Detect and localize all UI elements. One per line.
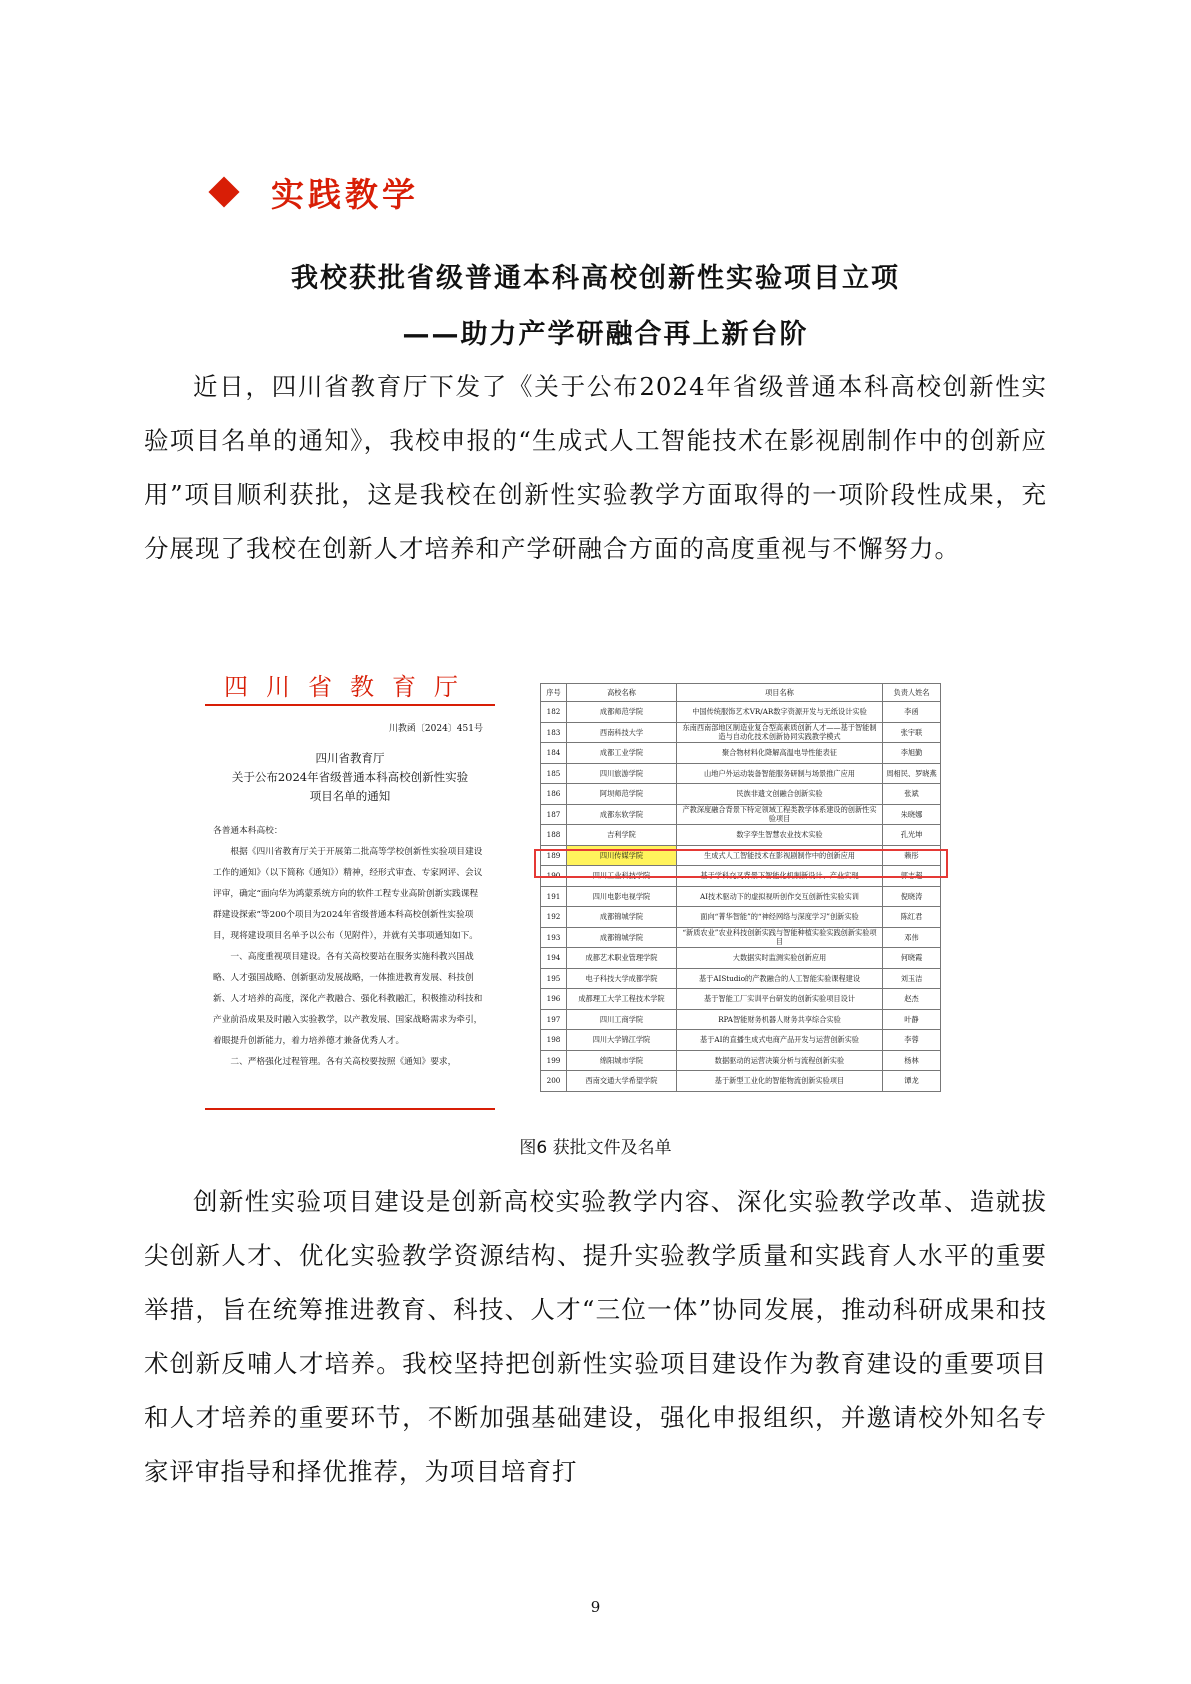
table-cell: 基于AI的直播生成式电商产品开发与运营创新实验: [677, 1030, 883, 1051]
table-cell: 196: [541, 989, 567, 1010]
table-cell: 187: [541, 804, 567, 825]
table-cell: 李旭勤: [883, 743, 941, 764]
table-cell: 面向“菁华智能”的“神经网络与深度学习”创新实验: [677, 907, 883, 928]
table-cell: 张宇联: [883, 722, 941, 743]
table-cell: 绵阳城市学院: [567, 1050, 677, 1071]
table-cell: 190: [541, 866, 567, 887]
table-cell: “新质农业”农业科技创新实践与智能种植实验实践创新实验项目: [677, 927, 883, 948]
table-header-cell: 高校名称: [567, 684, 677, 702]
table-row: [541, 702, 941, 723]
table-row: [541, 968, 941, 989]
table-cell: 大数据实时监测实验创新应用: [677, 948, 883, 969]
diamond-bullet-icon: [208, 176, 239, 207]
table-cell: 陈红君: [883, 907, 941, 928]
table-cell: 194: [541, 948, 567, 969]
figure-caption: 图6 获批文件及名单: [519, 1138, 672, 1158]
table-cell: 孔光坤: [883, 825, 941, 846]
notice-header: 四川省教育厅: [224, 673, 476, 701]
table-cell: 基于新型工业化的智能物流创新实验项目: [677, 1071, 883, 1092]
notice-body-paragraph: 一、高度重视项目建设。各有关高校要站在服务实施科教兴国战略、人才强国战略、创新驱动发展战略，一体推进教育发展、科技创新、人才培养的高度，深化产教融合、强化科教融汇，积极推动科技和产业前沿成果及时融入实验教学，以产教发展、国家战略需求为牵引，着眼提升创新能力，着力培养德才兼备优秀人才。: [213, 952, 483, 1046]
table-cell: 郭志超: [883, 866, 941, 887]
notice-salutation: 各普通本科高校：: [213, 826, 283, 836]
notice-body-paragraph: 根据《四川省教育厅关于开展第二批高等学校创新性实验项目建设工作的通知》（以下简称《通知》）精神，经形式审查、专家网评、会议评审，确定“面向华为鸿蒙系统方向的软件工程专业高阶创新实践课程群建设探索”等200个项目为2024年省级普通本科高校创新性实验项目，现将建设项目名单予以公布（见附件），并就有关事项通知如下。: [213, 847, 483, 941]
table-row: [541, 804, 941, 825]
article-title: 我校获批省级普通本科高校创新性实验项目立项: [291, 263, 900, 294]
project-list-table: [540, 683, 941, 1092]
table-row: [541, 784, 941, 805]
table-cell: 聚合物材料化降解高温电导性能表征: [677, 743, 883, 764]
table-cell: 四川电影电视学院: [567, 886, 677, 907]
section-heading: [205, 168, 419, 216]
article-paragraph-2: 创新性实验项目建设是创新高校实验教学内容、深化实验教学改革、造就拔尖创新人才、优化实验教学资源结构、提升实验教学质量和实践育人水平的重要举措，旨在统筹推进教育、科技、人才“三位一体”协同发展，推动科研成果和技术创新反哺人才培养。我校坚持把创新性实验项目建设作为教育建设的重要项目和人才培养的重要环节，不断加强基础建设，强化申报组织，并邀请校外知名专家评审指导和择优推荐，为项目培育打: [144, 1187, 1047, 1486]
table-cell: 数字孪生智慧农业技术实验: [677, 825, 883, 846]
notice-doc-number: 川教函〔2024〕451号: [388, 724, 483, 734]
table-cell: RPA智能财务机器人财务共享综合实验: [677, 1009, 883, 1030]
table-cell: 叶静: [883, 1009, 941, 1030]
table-row: [541, 886, 941, 907]
table-cell: 基于学科交叉背景下智能化机制新设计、产业实现: [677, 866, 883, 887]
table-cell: 何晓霞: [883, 948, 941, 969]
table-cell: 阿坝师范学院: [567, 784, 677, 805]
notice-body-paragraph: 二、严格强化过程管理。各有关高校要按照《通知》要求，: [230, 1057, 457, 1067]
table-cell: 电子科技大学成都学院: [567, 968, 677, 989]
table-cell: 186: [541, 784, 567, 805]
table-cell: 倪晓涛: [883, 886, 941, 907]
table-cell: 中国传统服饰艺术VR/AR数字资源开发与无纸设计实验: [677, 702, 883, 723]
table-cell: 195: [541, 968, 567, 989]
table-cell: 成都锦城学院: [567, 907, 677, 928]
notice-footer-rule: [205, 1108, 495, 1110]
table-cell: 基于智能工厂实训平台研发的创新实验项目设计: [677, 989, 883, 1010]
table-row: [541, 763, 941, 784]
table-cell: 183: [541, 722, 567, 743]
table-header-row: [541, 684, 941, 702]
table-cell: 193: [541, 927, 567, 948]
table-cell: 成都锦城学院: [567, 927, 677, 948]
notice-document-image: [205, 655, 495, 1110]
table-row: [541, 1009, 941, 1030]
table-cell: 东南西南部地区制造业复合型高素质创新人才——基于智能制造与自动化技术创新协同实践教学模式: [677, 722, 883, 743]
table-header-cell: 负责人姓名: [883, 684, 941, 702]
table-cell: 成都东软学院: [567, 804, 677, 825]
highlight-box: [534, 849, 948, 878]
table-cell: 李函: [883, 702, 941, 723]
table-cell: 成都工业学院: [567, 743, 677, 764]
section-title: 实践教学: [271, 174, 419, 214]
notice-title: 四川省教育厅 关于公布2024年省级普通本科高校创新性实验 项目名单的通知: [231, 751, 469, 803]
table-cell: 199: [541, 1050, 567, 1071]
table-cell: 周相民、罗晓燕: [883, 763, 941, 784]
table-cell: 赵杰: [883, 989, 941, 1010]
table-row: [541, 948, 941, 969]
table-row: [541, 722, 941, 743]
table-cell: 刘玉洁: [883, 968, 941, 989]
table-cell: 产教深度融合背景下特定领域工程类教学体系建设的创新性实验项目: [677, 804, 883, 825]
notice-body: [213, 821, 485, 1073]
table-cell: 数据驱动的运营决策分析与流程创新实验: [677, 1050, 883, 1071]
table-cell: 四川工商学院: [567, 1009, 677, 1030]
table-cell: 李蓉: [883, 1030, 941, 1051]
table-row: [541, 927, 941, 948]
table-cell: 197: [541, 1009, 567, 1030]
table-cell: 200: [541, 1071, 567, 1092]
table-header-cell: 项目名称: [677, 684, 883, 702]
table-cell: 四川旅游学院: [567, 763, 677, 784]
table-cell: 张斌: [883, 784, 941, 805]
table-cell: 184: [541, 743, 567, 764]
table-cell: 吉利学院: [567, 825, 677, 846]
table-cell: 192: [541, 907, 567, 928]
table-cell: 生成式人工智能技术在影视剧制作中的创新应用: [677, 845, 883, 866]
table-cell: 杨林: [883, 1050, 941, 1071]
table-cell: 邓伟: [883, 927, 941, 948]
table-cell: 西南科技大学: [567, 722, 677, 743]
notice-header-rule: [205, 704, 495, 706]
table-cell: 185: [541, 763, 567, 784]
table-cell: 191: [541, 886, 567, 907]
table-cell: AI技术驱动下的虚拟视听创作交互创新性实验实训: [677, 886, 883, 907]
page-number: 9: [590, 1598, 601, 1616]
table-row: [541, 1071, 941, 1092]
table-row: [541, 907, 941, 928]
table-cell: 189: [541, 845, 567, 866]
table-cell: 四川传媒学院: [567, 845, 677, 866]
table-cell: 四川大学锦江学院: [567, 1030, 677, 1051]
table-row: [541, 743, 941, 764]
table-row: [541, 1030, 941, 1051]
table-cell: 四川工业科技学院: [567, 866, 677, 887]
table-header-cell: 序号: [541, 684, 567, 702]
table-cell: 民族非遗文创融合创新实验: [677, 784, 883, 805]
table-cell: 赖彤: [883, 845, 941, 866]
article-subtitle: ——助力产学研融合再上新台阶: [402, 319, 809, 350]
table-cell: 198: [541, 1030, 567, 1051]
table-row: [541, 825, 941, 846]
table-row: [541, 1050, 941, 1071]
table-cell: 西南交通大学希望学院: [567, 1071, 677, 1092]
table-cell: 谭龙: [883, 1071, 941, 1092]
table-cell: 成都师范学院: [567, 702, 677, 723]
table-cell: 成都艺术职业管理学院: [567, 948, 677, 969]
article-paragraph-1: 近日，四川省教育厅下发了《关于公布2024年省级普通本科高校创新性实验项目名单的通知》，我校申报的“生成式人工智能技术在影视剧制作中的创新应用”项目顺利获批，这是我校在创新性实验教学方面取得的一项阶段性成果，充分展现了我校在创新人才培养和产学研融合方面的高度重视与不懈努力。: [144, 372, 1047, 563]
table-row: [541, 989, 941, 1010]
table-cell: 基于AIStudio的产教融合的人工智能实验课程建设: [677, 968, 883, 989]
table-cell: 成都理工大学工程技术学院: [567, 989, 677, 1010]
table-cell: 182: [541, 702, 567, 723]
table-cell: 朱晓娜: [883, 804, 941, 825]
table-cell: 山地户外运动装备智能服务研制与场景推广应用: [677, 763, 883, 784]
table-cell: 188: [541, 825, 567, 846]
